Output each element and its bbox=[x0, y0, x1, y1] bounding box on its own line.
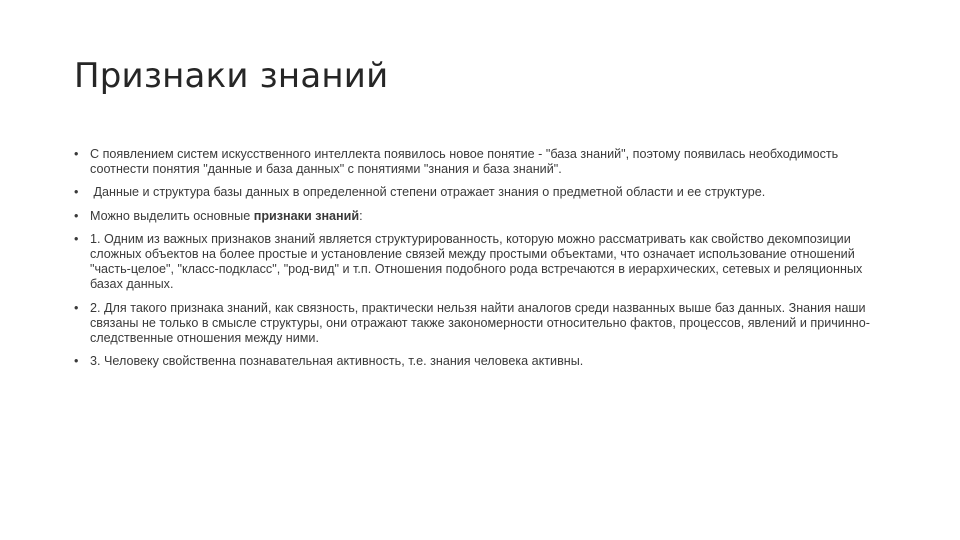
bullet-text-prefix: Можно выделить основные bbox=[90, 208, 254, 223]
slide-title: Признаки знаний bbox=[74, 56, 389, 96]
bullet-dot-icon: • bbox=[74, 185, 79, 200]
bullet-text: 3. Человеку свойственна познавательная активность, т.е. знания человека активны. bbox=[90, 354, 584, 369]
bullet-list bbox=[74, 147, 894, 377]
bullet-item bbox=[74, 185, 894, 200]
bullet-dot-icon: • bbox=[74, 354, 79, 369]
bullet-text: Данные и структура базы данных в определенной степени отражает знания о предметной области и ее структуре. bbox=[90, 185, 766, 200]
bullet-item bbox=[74, 209, 894, 224]
bullet-text: 2. Для такого признака знаний, как связность, практически нельзя найти аналогов среди названных выше баз данных. Знания наши связаны не только в смысле структуры, они отражают также закономерности относительно фактов, процессов, явлений и причинно-следственные отношения между ними. bbox=[90, 300, 870, 346]
bullet-dot-icon: • bbox=[74, 300, 79, 315]
bullet-text-suffix: : bbox=[359, 208, 363, 223]
bullet-dot-icon: • bbox=[74, 208, 79, 223]
bullet-item bbox=[74, 301, 894, 347]
bullet-dot-icon: • bbox=[74, 231, 79, 246]
bullet-item bbox=[74, 232, 894, 293]
bullet-item bbox=[74, 147, 894, 177]
bullet-text: 1. Одним из важных признаков знаний является структурированность, которую можно рассматривать как свойство декомпозиции сложных объектов на более простые и установление связей между простыми объектами, что означает использование отношений "часть-целое", "класс-подкласс", "род-вид" и т.п. Отношения подобного рода встречаются в иерархических, сетевых и реляционных базах данных. bbox=[90, 231, 863, 292]
bullet-dot-icon: • bbox=[74, 147, 79, 161]
bullet-text-bold: признаки знаний bbox=[253, 208, 360, 223]
bullet-item bbox=[74, 354, 894, 369]
bullet-text: С появлением систем искусственного интеллекта появилось новое понятие - "база знаний", поэтому появилась необходимость соотнести понятия "данные и база данных" с понятиями "знания и база знаний". bbox=[90, 147, 839, 177]
